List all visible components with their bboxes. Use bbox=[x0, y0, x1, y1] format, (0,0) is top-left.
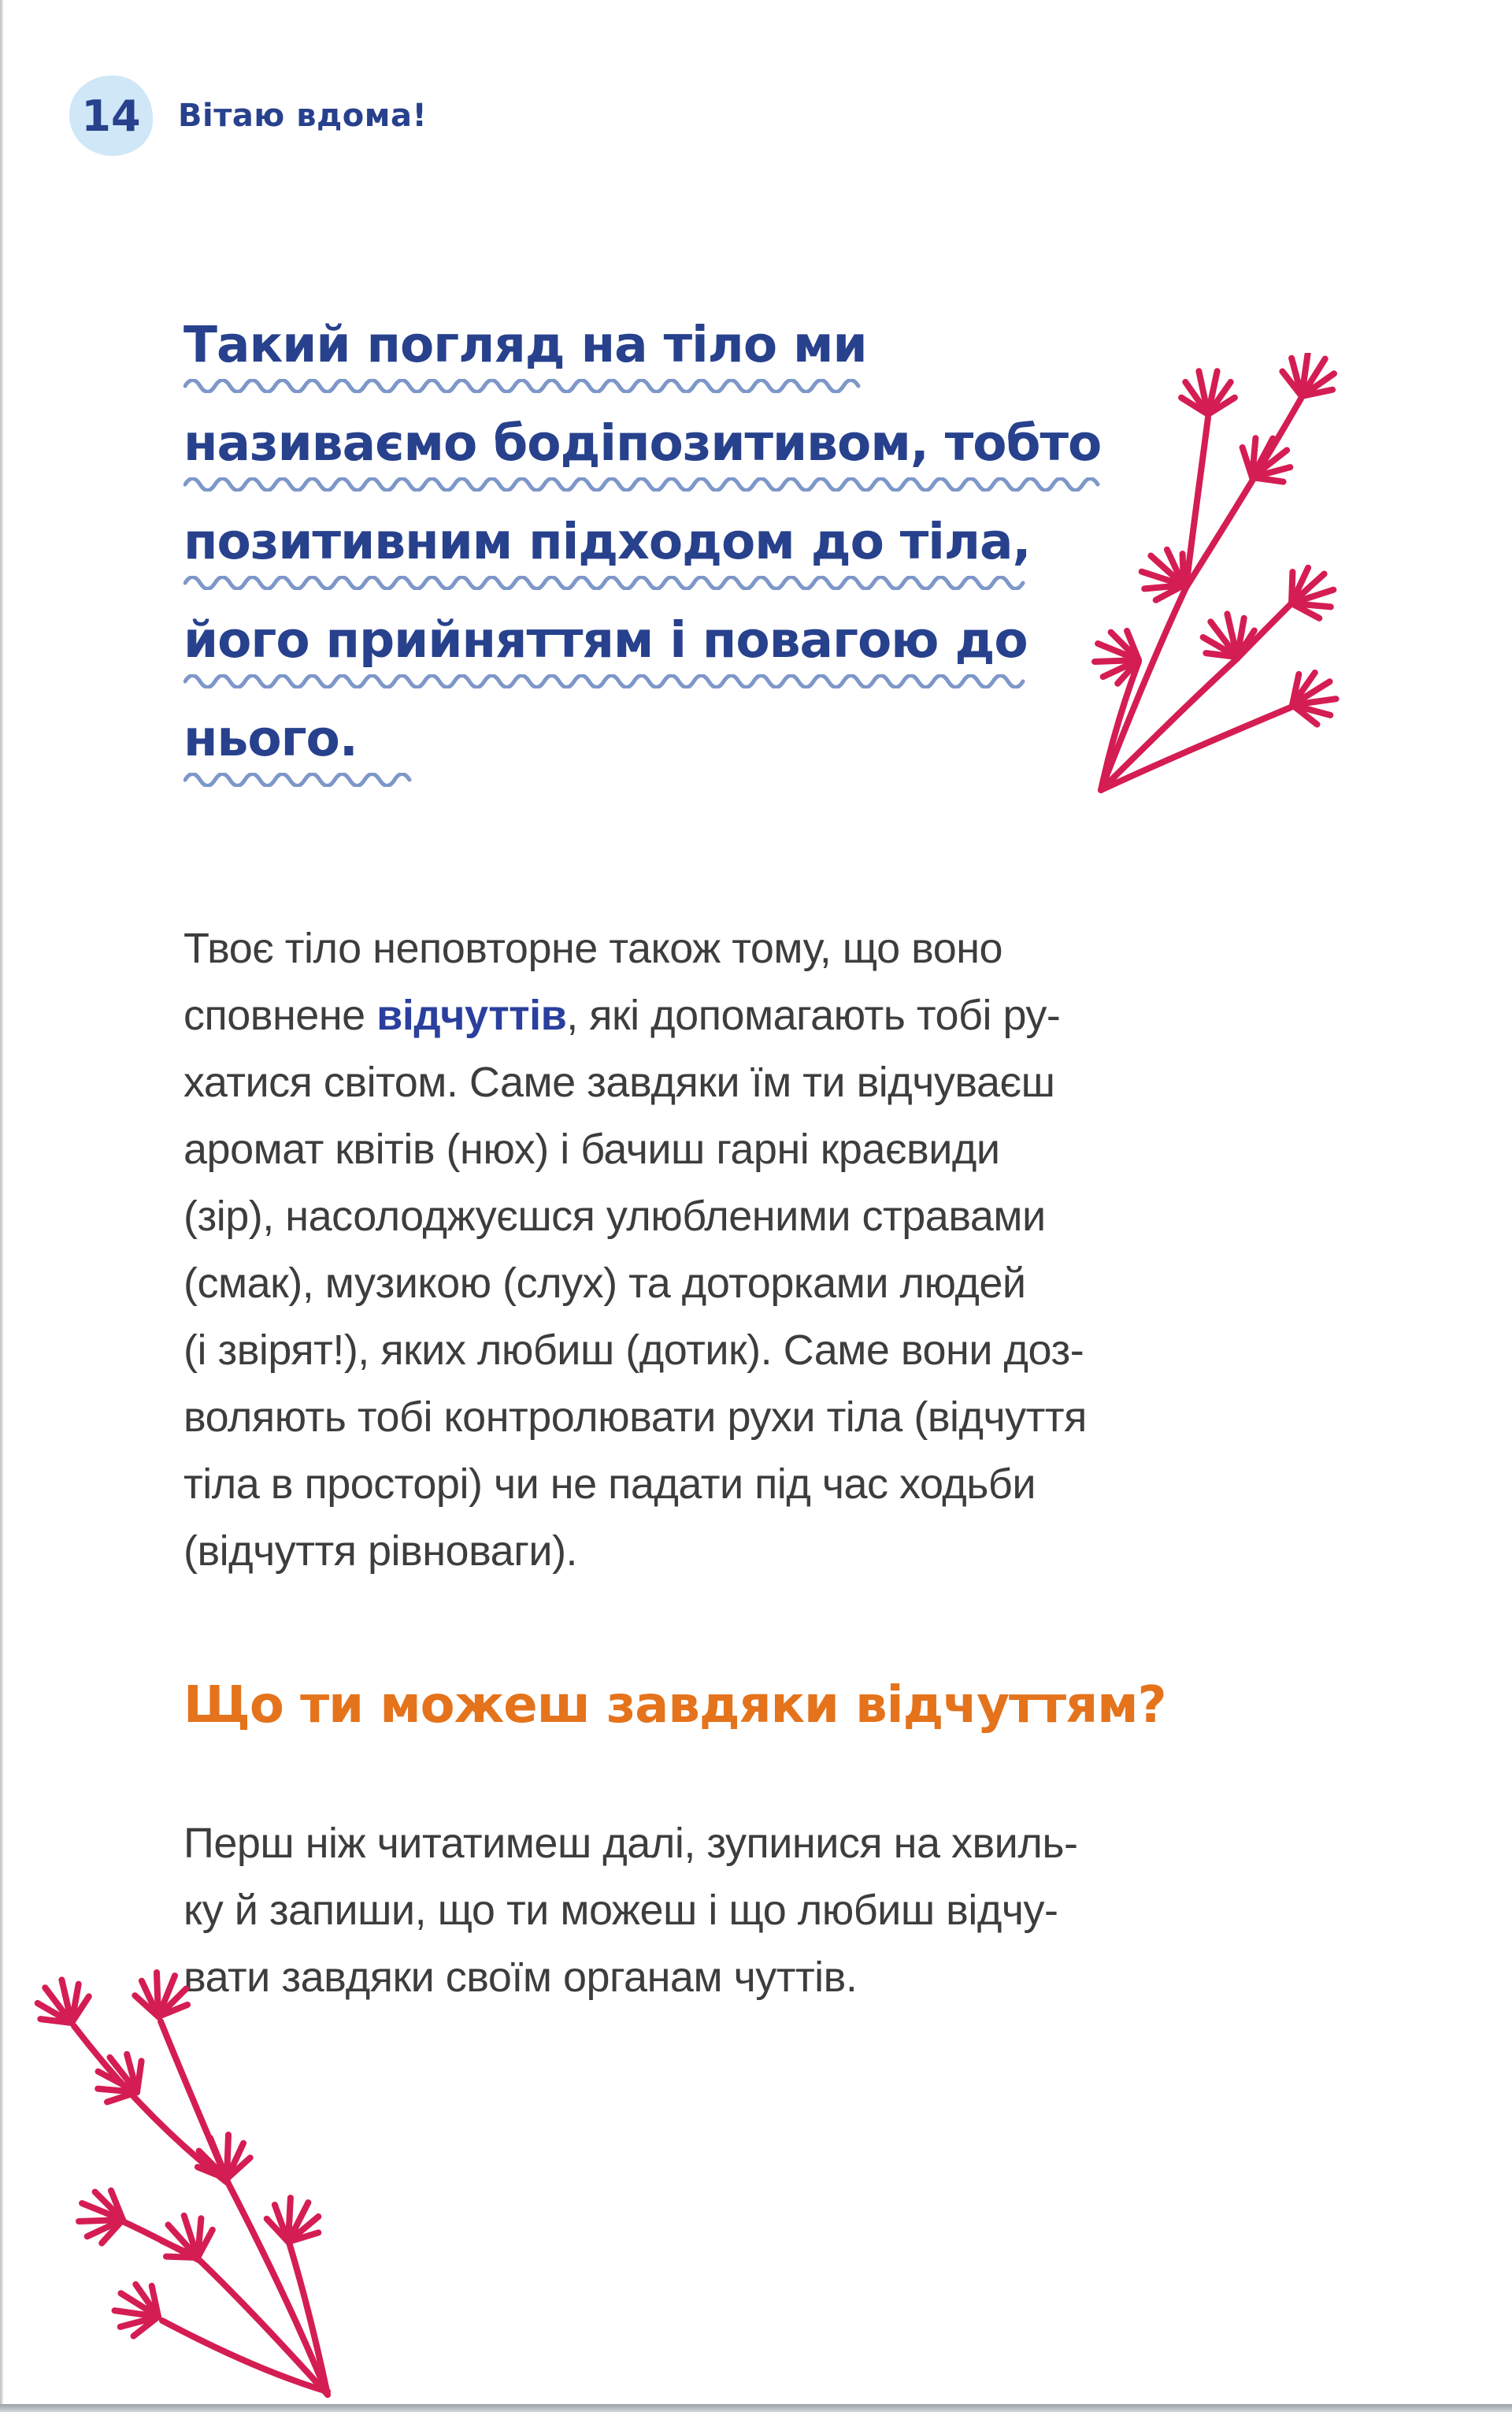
wavy-underline bbox=[183, 576, 1030, 590]
body-line: (смак), музикою (слух) та доторками людей bbox=[183, 1260, 1026, 1307]
lead-heading-text: Такий погляд на тіло ми bbox=[183, 316, 867, 373]
lead-heading-line bbox=[183, 610, 1028, 688]
body-line: Перш ніж читатимеш далі, зупинися на хвиль- bbox=[183, 1820, 1078, 1867]
running-header-title: Вітаю вдома! bbox=[178, 98, 428, 134]
paragraph-sensations bbox=[183, 915, 1087, 1585]
wavy-underline bbox=[183, 379, 867, 393]
body-line: аромат квітів (нюх) і бачиш гарні краєвиди bbox=[183, 1126, 1000, 1173]
lead-heading-line bbox=[183, 709, 420, 787]
page-number: 14 bbox=[81, 91, 141, 141]
flower-branch-illustration-left bbox=[13, 1952, 343, 2409]
lead-heading bbox=[183, 315, 1101, 807]
body-line: тіла в просторі) чи не падати під час ходьби bbox=[183, 1460, 1036, 1508]
body-line: (відчуття рівноваги). bbox=[183, 1527, 578, 1575]
page-header bbox=[69, 76, 427, 156]
wavy-underline bbox=[183, 477, 1101, 492]
lead-heading-line bbox=[183, 315, 867, 393]
body-text-segment: , які допомагають тобі ру- bbox=[566, 992, 1061, 1039]
body-line: ку й запиши, що ти можеш і що любиш відчу- bbox=[183, 1887, 1058, 1934]
body-line: воляють тобі контролювати рухи тіла (відчуття bbox=[183, 1393, 1087, 1441]
body-line: вати завдяки своїм органам чуттів. bbox=[183, 1954, 858, 2001]
page-left-edge bbox=[0, 0, 3, 2412]
flower-branch-illustration-right bbox=[1054, 353, 1377, 802]
lead-heading-line bbox=[183, 414, 1101, 492]
body-line: Твоє тіло неповторне також тому, що воно bbox=[183, 925, 1003, 972]
wavy-underline bbox=[183, 773, 420, 787]
lead-heading-text: нього. bbox=[183, 710, 358, 767]
lead-heading-text: називаємо бодіпозитивом, тобто bbox=[183, 414, 1102, 472]
wavy-underline bbox=[183, 674, 1028, 688]
body-text-segment: сповнене bbox=[183, 992, 377, 1039]
body-line: (і звірят!), яких любиш (дотик). Саме вони доз- bbox=[183, 1327, 1084, 1374]
accent-word: відчуттів bbox=[376, 992, 567, 1039]
body-line: (зір), насолоджуєшся улюбленими стравами bbox=[183, 1193, 1046, 1240]
lead-heading-text: позитивним підходом до тіла, bbox=[183, 513, 1031, 570]
page-number-badge bbox=[69, 76, 153, 156]
lead-heading-text: його прийняттям і повагою до bbox=[183, 611, 1028, 669]
body-line: хатися світом. Саме завдяки їм ти відчуваєш bbox=[183, 1059, 1055, 1106]
body-line bbox=[183, 982, 1087, 1049]
lead-heading-line bbox=[183, 512, 1030, 590]
section-heading-senses: Що ти можеш завдяки відчуттям? bbox=[183, 1676, 1166, 1735]
